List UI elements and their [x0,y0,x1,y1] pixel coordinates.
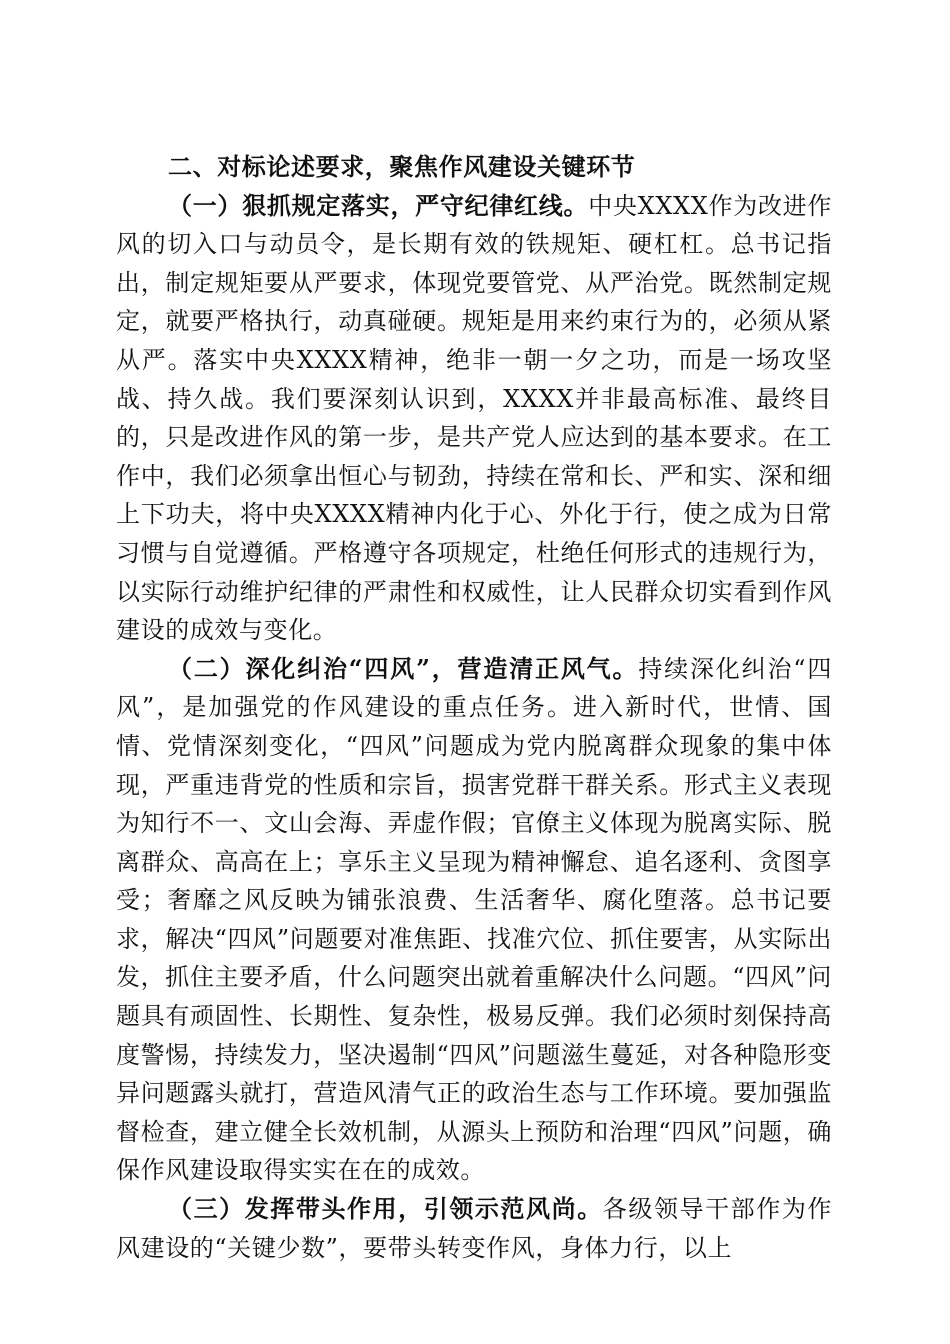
section-heading: 二、对标论述要求，聚焦作风建设关键环节 [168,153,636,181]
paragraph-1-subheading: （一）狠抓规定落实，严守纪律红线。 [168,190,589,220]
paragraph-1 [116,187,832,650]
document-body [116,148,832,1267]
paragraph-3-body: 各级领导干部作为作风建设的“关键少数”，要带头转变作风，身体力行，以上 [116,1195,833,1262]
paragraph-2 [116,650,832,1190]
paragraph-2-subheading: （二）深化纠治“四风”，营造清正风气。 [168,653,639,683]
paragraph-3-subheading: （三）发挥带头作用，引领示范风尚。 [168,1194,603,1224]
paragraph-3 [116,1190,832,1267]
paragraph-2-body: 持续深化纠治“四风”，是加强党的作风建设的重点任务。进入新时代，世情、国情、党情深刻变化，“四风”问题成为党内脱离群众现象的集中体现，严重违背党的性质和宗旨，损害党群干群关系。形式主义表现为知行不一、文山会海、弄虚作假；官僚主义体现为脱离实际、脱离群众、高高在上；享乐主义呈现为精神懈怠、追名逐利、贪图享受；奢靡之风反映为铺张浪费、生活奢华、腐化堕落。总书记要求，解决“四风”问题要对准焦距、找准穴位、抓住要害，从实际出发，抓住主要矛盾，什么问题突出就着重解决什么问题。“四风”问题具有顽固性、长期性、复杂性，极易反弹。我们必须时刻保持高度警惕，持续发力，坚决遏制“四风”问题滋生蔓延，对各种隐形变异问题露头就打，营造风清气正的政治生态与工作环境。要加强监督检查，建立健全长效机制，从源头上预防和治理“四风”问题，确保作风建设取得实实在在的成效。 [116,654,832,1185]
paragraph-1-body: 中央XXXX作为改进作风的切入口与动员令，是长期有效的铁规矩、硬杠杠。总书记指出，制定规矩要从严要求，体现党要管党、从严治党。既然制定规定，就要严格执行，动真碰硬。规矩是用来约束行为的，必须从紧从严。落实中央XXXX精神，绝非一朝一夕之功，而是一场攻坚战、持久战。我们要深刻认识到，XXXX并非最高标准、最终目的，只是改进作风的第一步，是共产党人应达到的基本要求。在工作中，我们必须拿出恒心与韧劲，持续在常和长、严和实、深和细上下功夫，将中央XXXX精神内化于心、外化于行，使之成为日常习惯与自觉遵循。严格遵守各项规定，杜绝任何形式的违规行为，以实际行动维护纪律的严肃性和权威性，让人民群众切实看到作风建设的成效与变化。 [116,191,832,645]
